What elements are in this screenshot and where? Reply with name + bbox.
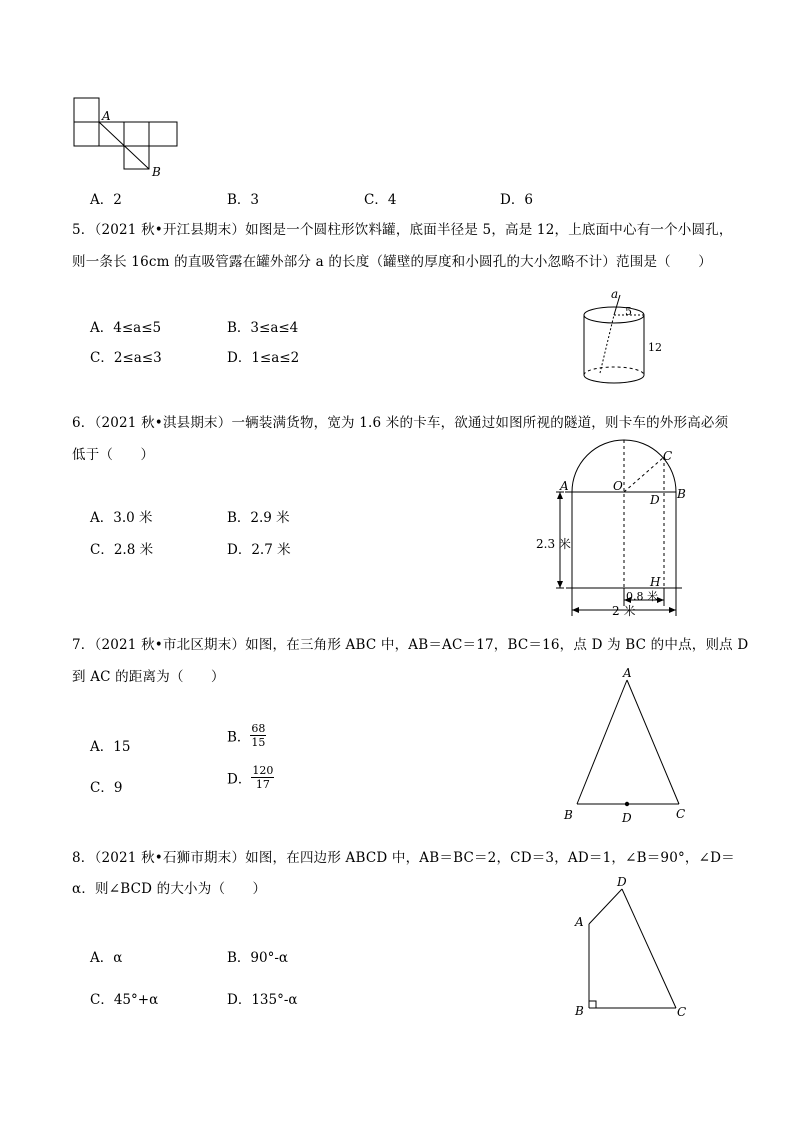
q6-stem-line2: 低于（ ） (72, 447, 155, 463)
q5-stem-line1: 5．（2021 秋•开江县期末）如图是一个圆柱形饮料罐，底面半径是 5，高是 12，上底面中心有一个小圆孔， (72, 222, 733, 238)
q8-label-d: D (617, 875, 627, 889)
q7-option-d-fraction: $\frac{120}{17}$ (252, 764, 274, 791)
q6-label-d: D (650, 493, 660, 507)
q7-option-d[interactable]: D． $\frac{120}{17}$ (227, 764, 274, 791)
q4-label-b: B (152, 165, 161, 179)
q8-quadrilateral-figure (565, 872, 695, 1022)
q6-option-d[interactable]: D．2.7 米 (227, 542, 291, 558)
q8-option-b[interactable]: B．90°-α (227, 950, 289, 966)
q8-option-d[interactable]: D．135°-α (227, 992, 298, 1008)
q5-option-b[interactable]: B．3≤a≤4 (227, 320, 299, 336)
q5-option-a[interactable]: A．4≤a≤5 (90, 320, 162, 336)
q7-stem-line2: 到 AC 的距离为（ ） (72, 669, 225, 685)
q6-label-height: 2.3 米 (536, 537, 571, 551)
q6-label-h: H (650, 575, 661, 589)
q6-stem-line1: 6．（2021 秋•淇县期末）一辆装满货物，宽为 1.6 米的卡车，欲通过如图所视的隧道，则卡车的外形高必须 (72, 415, 729, 431)
q6-tunnel-figure (530, 438, 700, 623)
q5-option-d[interactable]: D．1≤a≤2 (227, 350, 300, 366)
q6-label-a: A (560, 479, 569, 493)
q6-label-o: O (613, 479, 623, 493)
q7-label-d: D (622, 811, 632, 825)
q5-label-radius: 5 (625, 305, 632, 318)
q4-option-a[interactable]: A．2 (90, 192, 122, 208)
q7-stem-line1: 7．（2021 秋•市北区期末）如图，在三角形 ABC 中，AB＝AC＝17，BC＝16，点 D 为 BC 的中点，则点 D (72, 637, 749, 653)
q6-label-c: C (663, 449, 673, 463)
q5-stem-line2: 则一条长 16cm 的直吸管露在罐外部分 a 的长度（罐壁的厚度和小圆孔的大小忽略不计）范围是（ ） (72, 254, 712, 270)
q8-option-a[interactable]: A．α (90, 950, 123, 966)
q7-label-a: A (623, 666, 632, 680)
q7-option-b-fraction: $\frac{68}{15}$ (251, 722, 266, 749)
q6-option-a[interactable]: A．3.0 米 (90, 510, 153, 526)
q5-label-a: a (611, 287, 619, 301)
q6-label-b: B (677, 487, 686, 501)
q4-option-b[interactable]: B．3 (227, 192, 260, 208)
q8-label-b: B (575, 1004, 584, 1018)
q8-option-c[interactable]: C．45°+α (90, 992, 159, 1008)
q8-stem-line2: α．则∠BCD 的大小为（ ） (72, 881, 267, 897)
q4-label-a: A (102, 109, 111, 123)
q5-label-height: 12 (648, 341, 662, 354)
q7-triangle-figure (560, 662, 700, 827)
q4-net-figure (68, 92, 188, 182)
q7-label-b: B (564, 808, 573, 822)
q7-label-c: C (676, 807, 686, 821)
q5-option-c[interactable]: C．2≤a≤3 (90, 350, 162, 366)
q7-option-a[interactable]: A．15 (90, 739, 131, 755)
q4-option-d[interactable]: D．6 (500, 192, 533, 208)
q8-label-a: A (575, 915, 584, 929)
q6-option-b[interactable]: B．2.9 米 (227, 510, 290, 526)
q8-stem-line1: 8．（2021 秋•石狮市期末）如图，在四边形 ABCD 中，AB＝BC＝2，CD＝3，AD＝1，∠B＝90°，∠D＝ (72, 850, 735, 866)
q6-option-c[interactable]: C．2.8 米 (90, 542, 154, 558)
q6-label-width: 2 米 (612, 604, 636, 618)
q4-option-c[interactable]: C．4 (364, 192, 397, 208)
q8-label-c: C (677, 1005, 687, 1019)
q7-option-c[interactable]: C．9 (90, 780, 123, 796)
q6-label-width-small: 0.8 米 (626, 590, 658, 603)
q5-cylinder-figure (575, 285, 675, 390)
q7-option-b[interactable]: B． $\frac{68}{15}$ (227, 722, 266, 749)
